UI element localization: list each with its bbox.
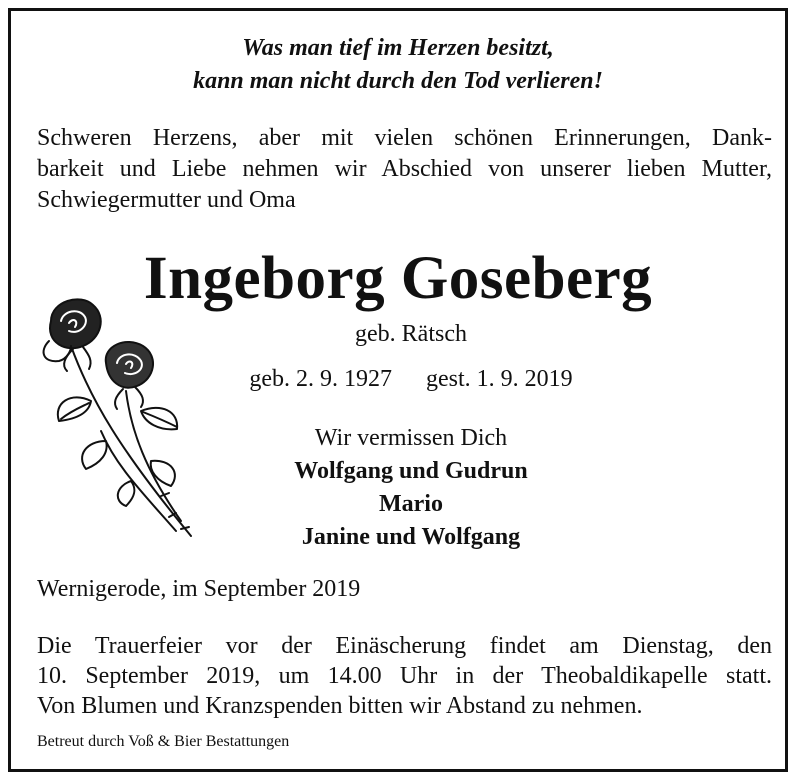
rose-drawing-icon <box>31 291 206 551</box>
deceased-name: Ingeborg Goseberg <box>143 245 653 312</box>
ceremony-line-1: Die Trauerfeier vor der Einäscherung findet am Dienstag, den <box>37 633 772 659</box>
obituary-notice <box>8 8 788 772</box>
mourner-name: Janine und Wolfgang <box>301 524 521 550</box>
funeral-home-credit: Betreut durch Voß & Bier Bestattungen <box>37 733 290 750</box>
death-date: gest. 1. 9. 2019 <box>425 366 573 392</box>
ceremony-line-3: Von Blumen und Kranzspenden bitten wir Abstand zu nehmen. <box>37 693 643 719</box>
intro-text <box>37 123 772 216</box>
birth-date: geb. 2. 9. 1927 <box>249 366 392 392</box>
mourner-name: Wolfgang und Gudrun <box>294 458 528 484</box>
mourners-intro: Wir vermissen Dich <box>314 425 508 451</box>
place-and-date: Wernigerode, im September 2019 <box>37 576 361 602</box>
intro-line-3: Schwiegermutter und Oma <box>37 187 296 213</box>
mourner-name: Mario <box>379 491 443 517</box>
motto-line-2: kann man nicht durch den Tod verlieren! <box>193 68 603 94</box>
ceremony-line-2: 10. September 2019, um 14.00 Uhr in der Theobaldikapelle statt. <box>37 663 772 689</box>
life-dates <box>171 364 651 394</box>
intro-line-2: barkeit und Liebe nehmen wir Abschied von unserer lieben Mutter, <box>37 156 772 182</box>
ceremony-text <box>37 631 772 721</box>
motto-line-1: Was man tief im Herzen besitzt, <box>242 35 554 61</box>
maiden-name: geb. Rätsch <box>355 321 467 347</box>
intro-line-1: Schweren Herzens, aber mit vielen schönen Erinnerungen, Dank- <box>37 125 772 151</box>
